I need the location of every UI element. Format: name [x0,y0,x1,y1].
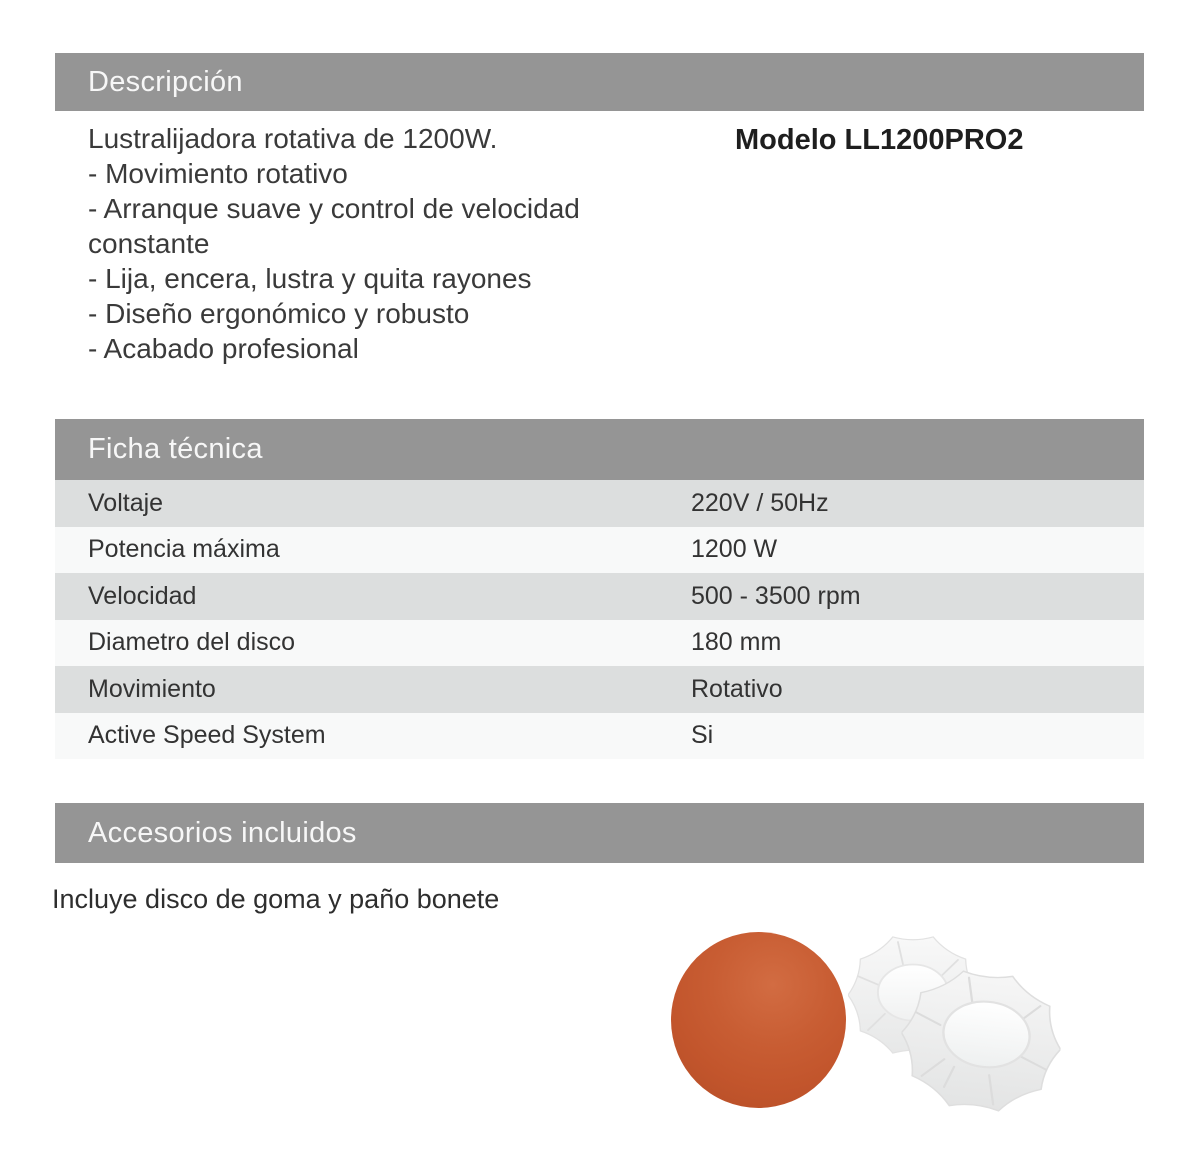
description-line: - Acabado profesional [88,333,359,364]
description-line: Lustralijadora rotativa de 1200W. [88,123,498,154]
spec-value: 220V / 50Hz [691,488,829,517]
spec-label: Active Speed System [88,721,326,750]
description-text-block [88,121,733,366]
spec-value: 180 mm [691,628,782,657]
spec-value: 1200 W [691,535,778,564]
table-row [55,527,1144,574]
description-section-header [55,53,1144,111]
spec-label: Diametro del disco [88,628,296,657]
accessories-note: Incluye disco de goma y paño bonete [52,884,500,914]
description-line: constante [88,228,210,259]
spec-label: Velocidad [88,581,197,610]
table-row [55,480,1144,527]
table-row [55,666,1144,713]
bonnet-cloth-image [894,962,1068,1120]
rubber-disc-image [671,932,846,1108]
spec-value: Rotativo [691,674,783,703]
spec-value: Si [691,721,714,750]
specs-section-title: Ficha técnica [88,433,263,465]
table-row [55,620,1144,667]
table-row [55,713,1144,760]
description-section-title: Descripción [88,65,243,98]
spec-table [55,480,1144,759]
accessories-section-title: Accesorios incluidos [88,816,357,849]
description-line: - Arranque suave y control de velocidad [88,193,580,224]
description-line: - Diseño ergonómico y robusto [88,298,470,329]
description-line: - Lija, encera, lustra y quita rayones [88,263,532,294]
spec-label: Movimiento [88,674,216,703]
accessories-section-header [55,803,1144,863]
spec-label: Voltaje [88,488,164,517]
table-row [55,573,1144,620]
spec-value: 500 - 3500 rpm [691,581,861,610]
description-line: - Movimiento rotativo [88,158,348,189]
specs-section-header [55,419,1144,480]
spec-label: Potencia máxima [88,535,280,564]
model-number: Modelo LL1200PRO2 [735,124,1024,156]
